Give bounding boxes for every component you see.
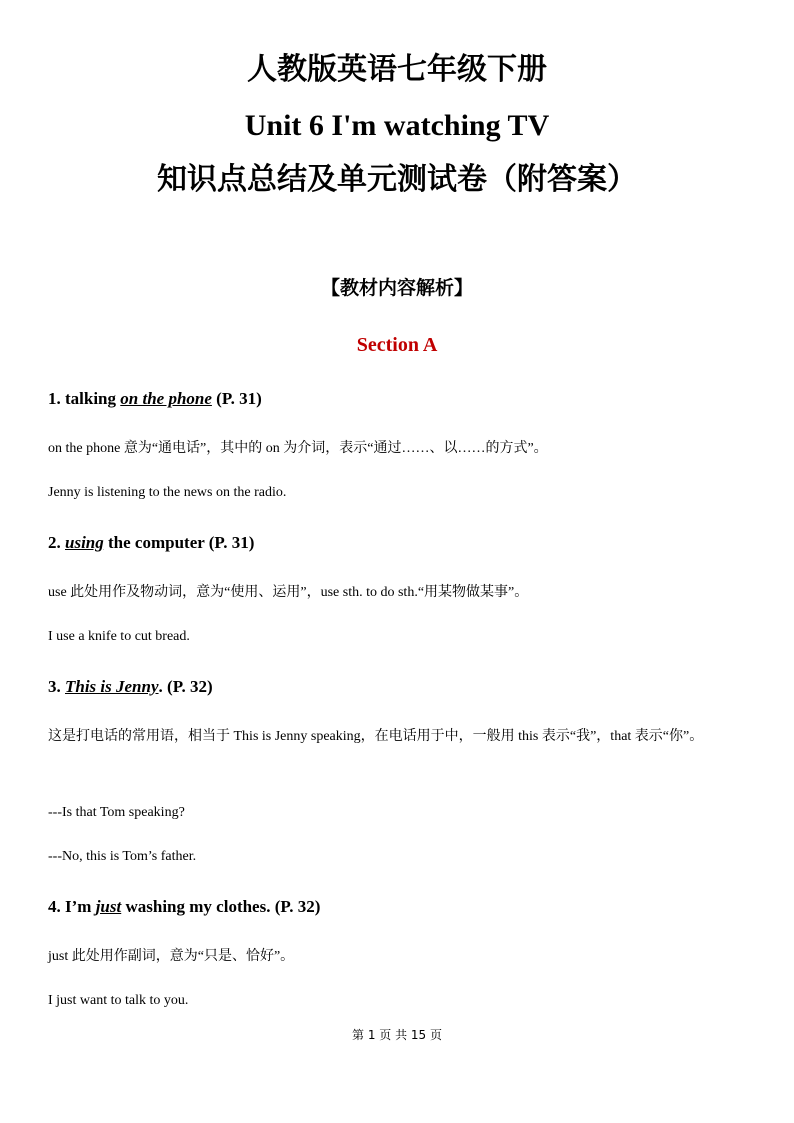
content-analysis-heading: 【教材内容解析】 bbox=[320, 278, 473, 299]
document-title: 人教版英语七年级下册 bbox=[247, 53, 547, 86]
example-sentence: ---No, this is Tom’s father. bbox=[48, 849, 197, 864]
point-number: 1. bbox=[48, 389, 61, 408]
example-sentence: ---Is that Tom speaking? bbox=[48, 805, 185, 820]
point-page-ref: washing my clothes. (P. 32) bbox=[121, 897, 321, 916]
point-number: 3. bbox=[48, 677, 61, 696]
knowledge-point-heading bbox=[48, 895, 320, 919]
knowledge-point-heading bbox=[48, 387, 262, 411]
key-phrase: just bbox=[95, 897, 122, 916]
key-phrase: This is Jenny bbox=[65, 677, 159, 696]
section-heading: Section A bbox=[356, 334, 438, 356]
point-page-ref: . (P. 32) bbox=[158, 677, 213, 696]
explanation-text: 这是打电话的常用语，相当于 This is Jenny speaking，在电话用于中，一般用 this 表示“我”，that 表示“你”。 bbox=[48, 729, 704, 744]
explanation-text: just 此处用作副词，意为“只是、恰好”。 bbox=[48, 949, 295, 964]
knowledge-point-heading bbox=[48, 675, 213, 699]
example-sentence: I just want to talk to you. bbox=[48, 993, 189, 1008]
page-number-footer: 第 1 页 共 15 页 bbox=[352, 1028, 442, 1042]
example-sentence: Jenny is listening to the news on the radio. bbox=[48, 485, 287, 500]
point-number: 4. bbox=[48, 897, 61, 916]
explanation-text: on the phone 意为“通电话”，其中的 on 为介词，表示“通过……、以……的方式”。 bbox=[48, 441, 548, 456]
point-number: 2. bbox=[48, 533, 61, 552]
point-page-ref: (P. 31) bbox=[211, 389, 262, 408]
point-text: I’m bbox=[60, 897, 96, 916]
point-text: talking bbox=[60, 389, 121, 408]
point-page-ref: the computer (P. 31) bbox=[103, 533, 255, 552]
unit-title: Unit 6 I'm watching TV bbox=[244, 109, 550, 142]
knowledge-point-heading bbox=[48, 531, 254, 555]
example-sentence: I use a knife to cut bread. bbox=[48, 629, 190, 644]
key-phrase: using bbox=[65, 533, 104, 552]
explanation-text: use 此处用作及物动词，意为“使用、运用”，use sth. to do sth.“用某物做某事”。 bbox=[48, 585, 529, 600]
key-phrase: on the phone bbox=[120, 389, 212, 408]
document-subtitle: 知识点总结及单元测试卷（附答案） bbox=[157, 163, 637, 196]
